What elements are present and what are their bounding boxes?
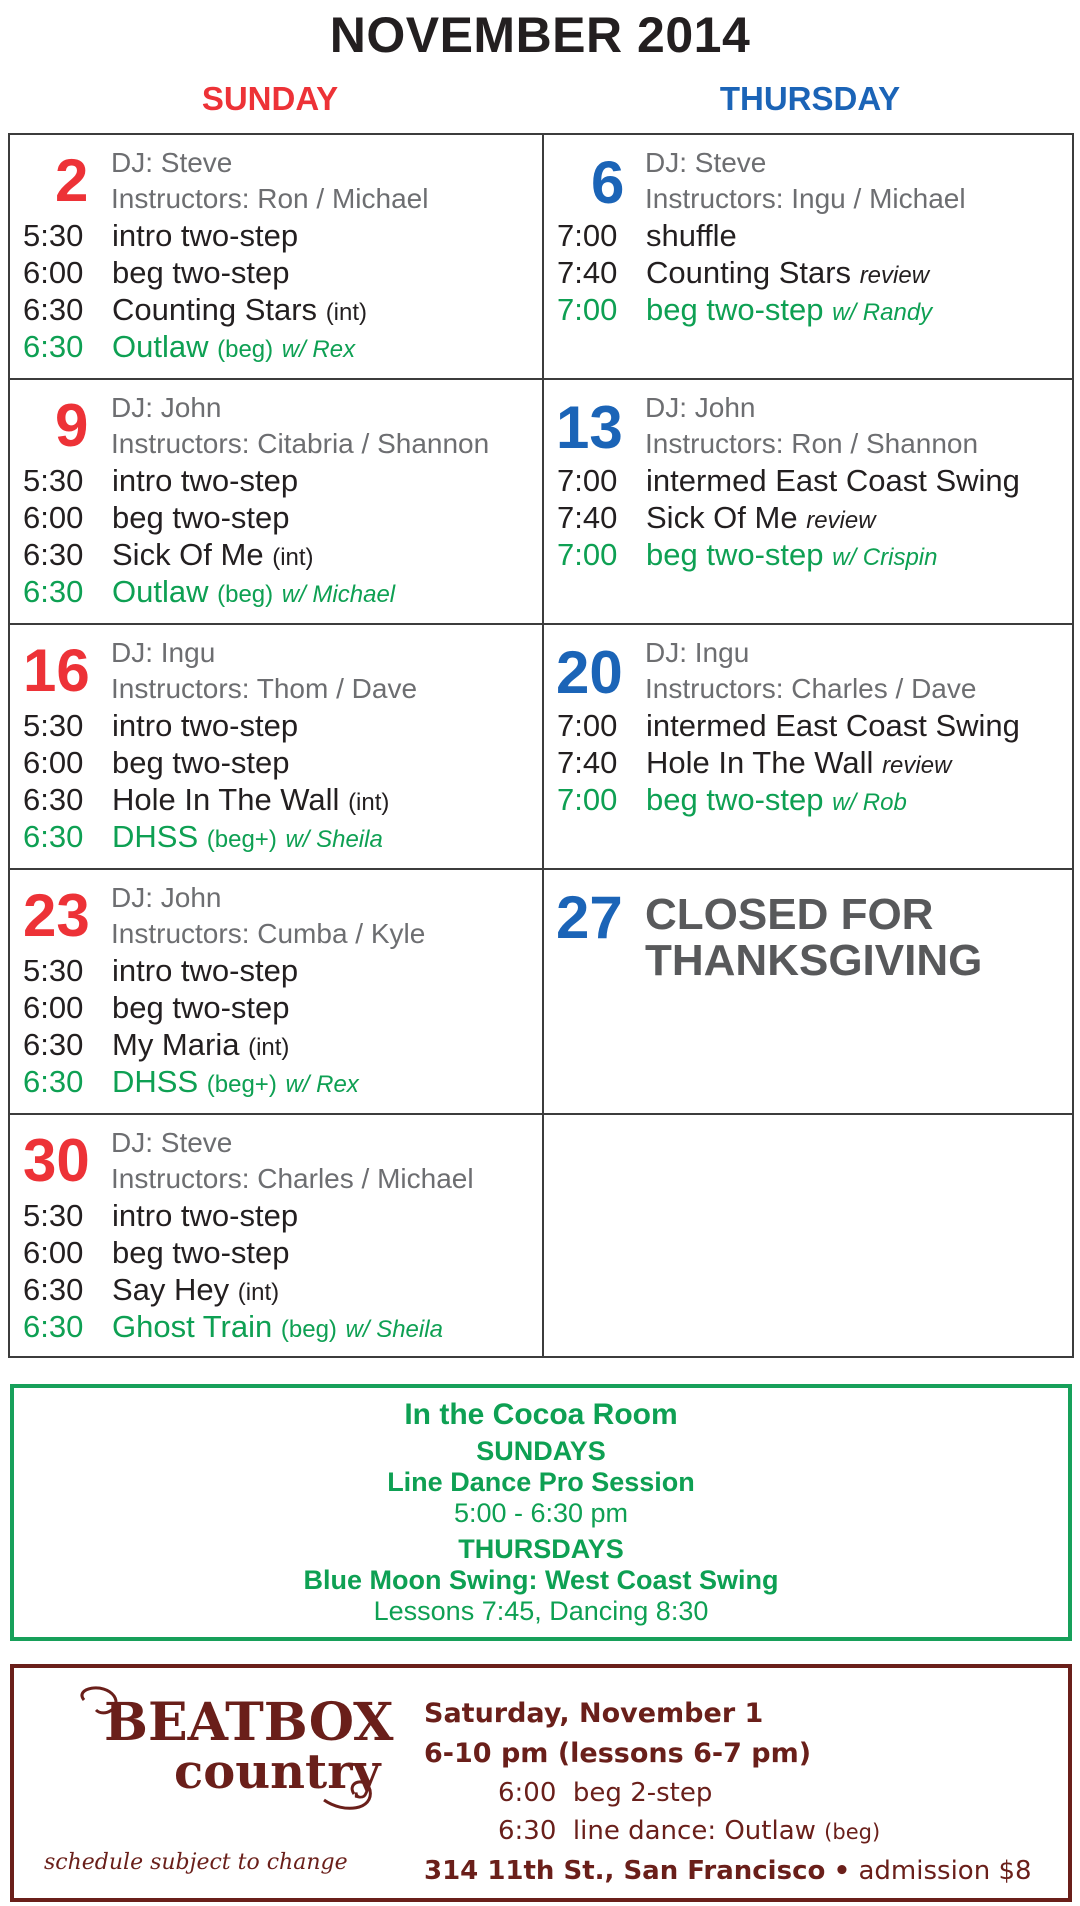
time: 6:00 bbox=[23, 745, 84, 780]
time: 6:30 bbox=[23, 782, 84, 817]
line-dance-lesson bbox=[23, 328, 355, 368]
cocoa-room-box bbox=[10, 1384, 1072, 1641]
schedule-line bbox=[23, 952, 298, 989]
time: 6:30 bbox=[23, 329, 84, 364]
two-step-lesson bbox=[557, 781, 907, 821]
two-step-lesson bbox=[557, 291, 932, 331]
instructor-note: w/ Rex bbox=[281, 336, 356, 363]
schedule-line bbox=[23, 1197, 298, 1234]
sunday-cell bbox=[10, 135, 540, 378]
review-label: review bbox=[806, 507, 876, 534]
event-item bbox=[498, 1816, 880, 1846]
class-name: Hole In The Wall bbox=[646, 745, 874, 780]
class-name: intro two-step bbox=[112, 218, 299, 253]
schedule-line bbox=[23, 254, 290, 291]
line-dance-lesson bbox=[23, 818, 383, 858]
time: 7:00 bbox=[557, 782, 618, 817]
class-name: intro two-step bbox=[112, 1198, 299, 1233]
class-name: beg two-step bbox=[112, 500, 290, 535]
level-label: (beg) bbox=[217, 581, 274, 608]
class-name: shuffle bbox=[646, 218, 737, 253]
review-label: review bbox=[859, 262, 930, 289]
instructor-note: w/ Sheila bbox=[285, 826, 383, 853]
sunday-cell bbox=[10, 1115, 540, 1358]
dj-label: DJ: Ingu bbox=[111, 637, 216, 668]
level-label: (int) bbox=[237, 1279, 280, 1306]
level-label: (beg) bbox=[280, 1316, 337, 1343]
schedule-line bbox=[23, 744, 290, 781]
level-label: (int) bbox=[248, 1034, 290, 1061]
sundays-label: SUNDAYS bbox=[476, 1436, 606, 1466]
class-name: beg two-step bbox=[112, 1235, 290, 1270]
time: 5:30 bbox=[23, 463, 84, 498]
logo-line1: BEATBOX bbox=[104, 1692, 394, 1753]
class-name: intermed East Coast Swing bbox=[646, 463, 1020, 498]
time: 6:00 bbox=[23, 990, 84, 1025]
schedule-line bbox=[557, 744, 951, 784]
day-number: 30 bbox=[23, 1127, 90, 1194]
level-label: (beg+) bbox=[206, 1071, 277, 1098]
thursday-event: Blue Moon Swing: West Coast Swing bbox=[303, 1565, 779, 1595]
cocoa-heading: In the Cocoa Room bbox=[404, 1398, 678, 1431]
day-number: 9 bbox=[55, 392, 89, 459]
time: 7:00 bbox=[557, 218, 618, 253]
class-name: Outlaw bbox=[112, 329, 209, 364]
time: 5:30 bbox=[23, 708, 84, 743]
beatbox-country-logo bbox=[74, 1682, 394, 1822]
schedule-line bbox=[23, 707, 298, 744]
class-name: beg two-step bbox=[112, 990, 290, 1025]
time: 7:40 bbox=[557, 255, 618, 290]
bullet: • bbox=[833, 1856, 851, 1886]
day-number: 13 bbox=[556, 394, 623, 461]
admission: admission $8 bbox=[858, 1856, 1032, 1886]
time: 5:30 bbox=[23, 1198, 84, 1233]
time: 6:30 bbox=[23, 537, 84, 572]
time: 7:40 bbox=[557, 500, 618, 535]
class-name: My Maria bbox=[112, 1027, 240, 1062]
class-name: Counting Stars bbox=[646, 255, 852, 290]
instructors-label: Instructors: Charles / Dave bbox=[645, 673, 977, 704]
closed-line: THANKSGIVING bbox=[645, 936, 983, 985]
thursdays-label: THURSDAYS bbox=[458, 1534, 624, 1564]
schedule-line bbox=[23, 1026, 289, 1066]
schedule-line bbox=[23, 1271, 279, 1311]
level-label: (beg) bbox=[824, 1820, 881, 1844]
sunday-cell bbox=[10, 625, 540, 868]
beatbox-box bbox=[10, 1664, 1072, 1902]
instructors-label: Instructors: Ron / Michael bbox=[111, 183, 429, 214]
schedule-grid bbox=[8, 133, 1074, 1358]
time: 7:00 bbox=[557, 537, 618, 572]
class-name: Counting Stars bbox=[112, 292, 318, 327]
sunday-cell bbox=[10, 870, 540, 1113]
instructor-note: w/ Crispin bbox=[832, 544, 938, 571]
schedule-line bbox=[23, 499, 290, 536]
instructors-label: Instructors: Cumba / Kyle bbox=[111, 918, 426, 949]
instructor-note: w/ Rob bbox=[832, 789, 907, 816]
schedule-line bbox=[557, 462, 1020, 499]
dj-label: DJ: Ingu bbox=[645, 637, 750, 668]
line-dance-lesson bbox=[23, 573, 395, 613]
column-header-thursday: THURSDAY bbox=[719, 80, 901, 117]
time: 6:30 bbox=[23, 1064, 84, 1099]
class-name: Sick Of Me bbox=[112, 537, 264, 572]
closed-notice bbox=[645, 892, 982, 984]
schedule-line bbox=[557, 499, 876, 539]
class-name: DHSS bbox=[112, 819, 199, 854]
dj-label: DJ: Steve bbox=[111, 1127, 233, 1158]
thursday-cell bbox=[544, 625, 1074, 868]
schedule-line bbox=[23, 462, 298, 499]
empty-cell bbox=[544, 1115, 1074, 1358]
instructor-note: w/ Rex bbox=[285, 1071, 359, 1098]
instructors-label: Instructors: Charles / Michael bbox=[111, 1163, 474, 1194]
event-hours: 6-10 pm (lessons 6-7 pm) bbox=[424, 1738, 812, 1769]
day-number: 16 bbox=[23, 637, 90, 704]
thursday-cell bbox=[544, 870, 1074, 1113]
sunday-event: Line Dance Pro Session bbox=[387, 1467, 695, 1497]
class-name: beg two-step bbox=[112, 745, 290, 780]
two-step-lesson bbox=[557, 536, 937, 576]
time: 5:30 bbox=[23, 953, 84, 988]
time: 6:00 bbox=[498, 1778, 557, 1808]
class-name: line dance: Outlaw bbox=[572, 1816, 816, 1846]
address: 314 11th St., San Francisco bbox=[424, 1856, 826, 1886]
time: 7:00 bbox=[557, 292, 618, 327]
instructors-label: Instructors: Ron / Shannon bbox=[645, 428, 979, 459]
column-header-sunday: SUNDAY bbox=[201, 80, 339, 117]
class-name: beg 2-step bbox=[572, 1778, 713, 1808]
event-item bbox=[498, 1778, 712, 1808]
level-label: (int) bbox=[348, 789, 390, 816]
class-name: Sick Of Me bbox=[646, 500, 798, 535]
time: 6:30 bbox=[23, 1272, 84, 1307]
class-name: beg two-step bbox=[646, 782, 824, 817]
dj-label: DJ: John bbox=[111, 392, 222, 423]
time: 7:40 bbox=[557, 745, 618, 780]
time: 6:30 bbox=[23, 819, 84, 854]
sunday-cell bbox=[10, 380, 540, 623]
day-number: 23 bbox=[23, 882, 90, 949]
class-name: intermed East Coast Swing bbox=[646, 708, 1020, 743]
line-dance-lesson bbox=[23, 1063, 359, 1103]
thursday-cell bbox=[544, 380, 1074, 623]
dj-label: DJ: Steve bbox=[111, 147, 233, 178]
class-name: Hole In The Wall bbox=[112, 782, 340, 817]
thursday-cell bbox=[544, 135, 1074, 378]
level-label: (beg) bbox=[217, 336, 274, 363]
instructors-label: Instructors: Thom / Dave bbox=[111, 673, 418, 704]
schedule-line bbox=[23, 217, 298, 254]
day-number: 20 bbox=[556, 639, 623, 706]
day-number: 27 bbox=[556, 884, 623, 951]
review-label: review bbox=[882, 752, 952, 779]
closed-line: CLOSED FOR bbox=[645, 890, 934, 939]
event-date: Saturday, November 1 bbox=[424, 1698, 764, 1729]
time: 7:00 bbox=[557, 708, 618, 743]
schedule-line bbox=[557, 217, 737, 254]
line-dance-lesson bbox=[23, 1308, 443, 1348]
class-name: intro two-step bbox=[112, 953, 299, 988]
schedule-line bbox=[23, 989, 290, 1026]
class-name: Outlaw bbox=[112, 574, 209, 609]
schedule-line bbox=[23, 291, 367, 331]
time: 6:30 bbox=[23, 292, 84, 327]
dj-label: DJ: Steve bbox=[645, 147, 767, 178]
class-name: beg two-step bbox=[646, 292, 824, 327]
schedule-line bbox=[557, 707, 1020, 744]
level-label: (beg+) bbox=[206, 826, 277, 853]
schedule-line bbox=[23, 781, 389, 821]
disclaimer: schedule subject to change bbox=[44, 1850, 348, 1875]
class-name: DHSS bbox=[112, 1064, 199, 1099]
dj-label: DJ: John bbox=[111, 882, 222, 913]
sunday-time: 5:00 - 6:30 pm bbox=[453, 1498, 629, 1528]
schedule-line bbox=[23, 536, 314, 576]
class-name: Ghost Train bbox=[112, 1309, 273, 1344]
time: 6:30 bbox=[23, 1027, 84, 1062]
page-title: NOVEMBER 2014 bbox=[329, 7, 751, 63]
class-name: beg two-step bbox=[112, 255, 290, 290]
class-name: intro two-step bbox=[112, 708, 299, 743]
time: 6:00 bbox=[23, 1235, 84, 1270]
instructors-label: Instructors: Ingu / Michael bbox=[645, 183, 966, 214]
instructor-note: w/ Randy bbox=[832, 299, 933, 326]
time: 7:00 bbox=[557, 463, 618, 498]
schedule-line bbox=[557, 254, 929, 294]
time: 6:00 bbox=[23, 255, 84, 290]
time: 6:30 bbox=[23, 574, 84, 609]
instructor-note: w/ Michael bbox=[281, 581, 396, 608]
time: 6:30 bbox=[23, 1309, 84, 1344]
dj-label: DJ: John bbox=[645, 392, 756, 423]
instructors-label: Instructors: Citabria / Shannon bbox=[111, 428, 490, 459]
logo-line2: country bbox=[174, 1744, 381, 1800]
level-label: (int) bbox=[272, 544, 314, 571]
thursday-time: Lessons 7:45, Dancing 8:30 bbox=[373, 1596, 709, 1626]
instructor-note: w/ Sheila bbox=[345, 1316, 443, 1343]
schedule-line bbox=[23, 1234, 290, 1271]
time: 6:00 bbox=[23, 500, 84, 535]
class-name: beg two-step bbox=[646, 537, 824, 572]
day-number: 2 bbox=[55, 147, 89, 214]
level-label: (int) bbox=[325, 299, 368, 326]
address-line bbox=[424, 1856, 1032, 1886]
class-name: intro two-step bbox=[112, 463, 299, 498]
day-number: 6 bbox=[591, 149, 625, 216]
time: 6:30 bbox=[498, 1816, 557, 1846]
class-name: Say Hey bbox=[112, 1272, 230, 1307]
time: 5:30 bbox=[23, 218, 84, 253]
